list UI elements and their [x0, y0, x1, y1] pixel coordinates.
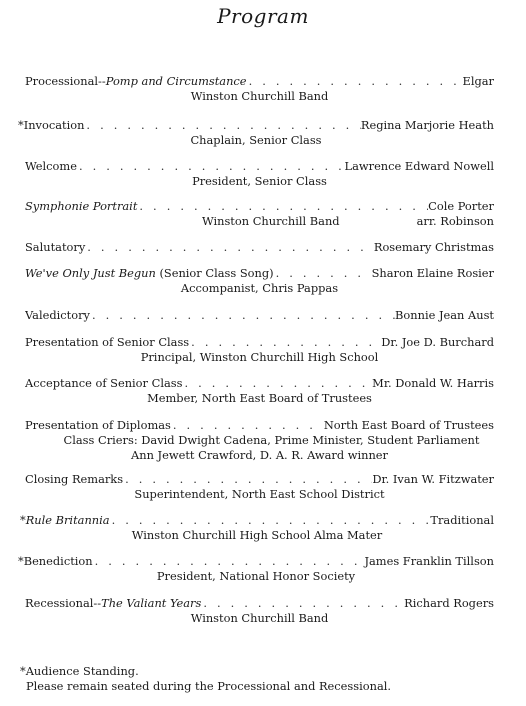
leader-dots: [85, 240, 374, 255]
entry-title: We've Only Just Begun: [25, 266, 156, 280]
program-entry-invocation: [18, 118, 494, 148]
entry-label: Acceptance of Senior Class: [25, 376, 183, 390]
entry-label: Welcome: [25, 159, 77, 173]
entry-subtitle-second: Ann Jewett Crawford, D. A. R. Award winner: [131, 448, 388, 462]
program-entry-symphonie-portrait: [25, 199, 494, 229]
entry-subtitle: Winston Churchill Band: [190, 611, 329, 625]
leader-dots: [171, 418, 324, 433]
program-entry-senior-class-song: [25, 266, 494, 296]
entry-label: Processional--: [25, 74, 106, 88]
leader-dots: [123, 472, 372, 487]
leader-dots: [189, 335, 381, 350]
entry-label: *Invocation: [18, 118, 85, 132]
entry-performer: Traditional: [430, 513, 494, 527]
entry-label: Recessional--: [25, 596, 102, 610]
entry-performer: Dr. Joe D. Burchard: [381, 335, 494, 349]
entry-performer: Bonnie Jean Aust: [395, 308, 494, 322]
entry-label: *: [20, 513, 26, 527]
program-entry-benediction: [18, 554, 494, 584]
leader-dots: [137, 199, 428, 214]
program-entry-closing-remarks: [25, 472, 494, 502]
entry-performer: North East Board of Trustees: [323, 418, 494, 432]
entry-label: Closing Remarks: [25, 472, 124, 486]
entry-performer: Elgar: [462, 74, 494, 88]
entry-subtitle: Winston Churchill Band: [190, 89, 329, 103]
entry-performer: Dr. Ivan W. Fitzwater: [372, 472, 494, 486]
entry-subtitle: Winston Churchill Band: [201, 214, 340, 228]
entry-label: Valedictory: [25, 308, 90, 322]
footnote-audience-standing: *Audience Standing.: [20, 664, 139, 678]
program-entry-salutatory: [25, 240, 494, 255]
entry-title: The Valiant Years: [101, 596, 202, 610]
entry-label: Salutatory: [25, 240, 86, 254]
leader-dots: [90, 308, 395, 323]
entry-title: Symphonie Portrait: [25, 199, 138, 213]
entry-subtitle: Superintendent, North East School District: [134, 487, 385, 501]
entry-title: Rule Britannia: [25, 513, 110, 527]
leader-dots: [84, 118, 360, 133]
leader-dots: [110, 513, 431, 528]
program-entry-valedictory: [25, 308, 494, 323]
entry-label: Presentation of Senior Class: [25, 335, 190, 349]
entry-arranger: arr. Robinson: [416, 214, 494, 228]
entry-performer: Richard Rogers: [404, 596, 494, 610]
entry-performer: Lawrence Edward Nowell: [344, 159, 494, 173]
footnote: [20, 664, 391, 694]
entry-subtitle: President, Senior Class: [192, 174, 327, 188]
entry-label: Presentation of Diplomas: [25, 418, 171, 432]
program-entry-welcome: [25, 159, 494, 189]
entry-title: Pomp and Circumstance: [105, 74, 247, 88]
leader-dots: [182, 376, 372, 391]
entry-performer: Mr. Donald W. Harris: [372, 376, 494, 390]
program-entry-recessional: [25, 596, 494, 626]
entry-subtitle: Winston Churchill High School Alma Mater: [131, 528, 383, 542]
entry-subtitle: Chaplain, Senior Class: [190, 133, 322, 147]
leader-dots: [247, 74, 463, 89]
program-entry-acceptance-senior-class: [25, 376, 494, 406]
footnote-remain-seated: Please remain seated during the Processional and Recessional.: [26, 679, 392, 693]
entry-performer: Regina Marjorie Heath: [360, 118, 494, 132]
entry-label: (Senior Class Song): [155, 266, 274, 280]
entry-performer: Sharon Elaine Rosier: [371, 266, 494, 280]
program-entry-presentation-senior-class: [25, 335, 494, 365]
program-entry-rule-britannia: [20, 513, 494, 543]
entry-subtitle: Class Criers: David Dwight Cadena, Prime Minister, Student Parliament: [63, 433, 480, 447]
entry-performer: Cole Porter: [428, 199, 494, 213]
leader-dots: [201, 596, 404, 611]
entry-subtitle: President, National Honor Society: [156, 569, 356, 583]
leader-dots: [274, 266, 372, 281]
entry-performer: Rosemary Christmas: [373, 240, 494, 254]
program-entry-processional: [25, 74, 494, 104]
entry-performer: James Franklin Tillson: [364, 554, 494, 568]
entry-subtitle: Member, North East Board of Trustees: [147, 391, 372, 405]
leader-dots: [93, 554, 365, 569]
entry-label: *Benediction: [18, 554, 93, 568]
program-title: Program: [217, 4, 309, 28]
leader-dots: [77, 159, 345, 174]
program-entry-presentation-diplomas: [25, 418, 494, 463]
entry-subtitle: Accompanist, Chris Pappas: [180, 281, 339, 295]
entry-subtitle: Principal, Winston Churchill High School: [140, 350, 379, 364]
